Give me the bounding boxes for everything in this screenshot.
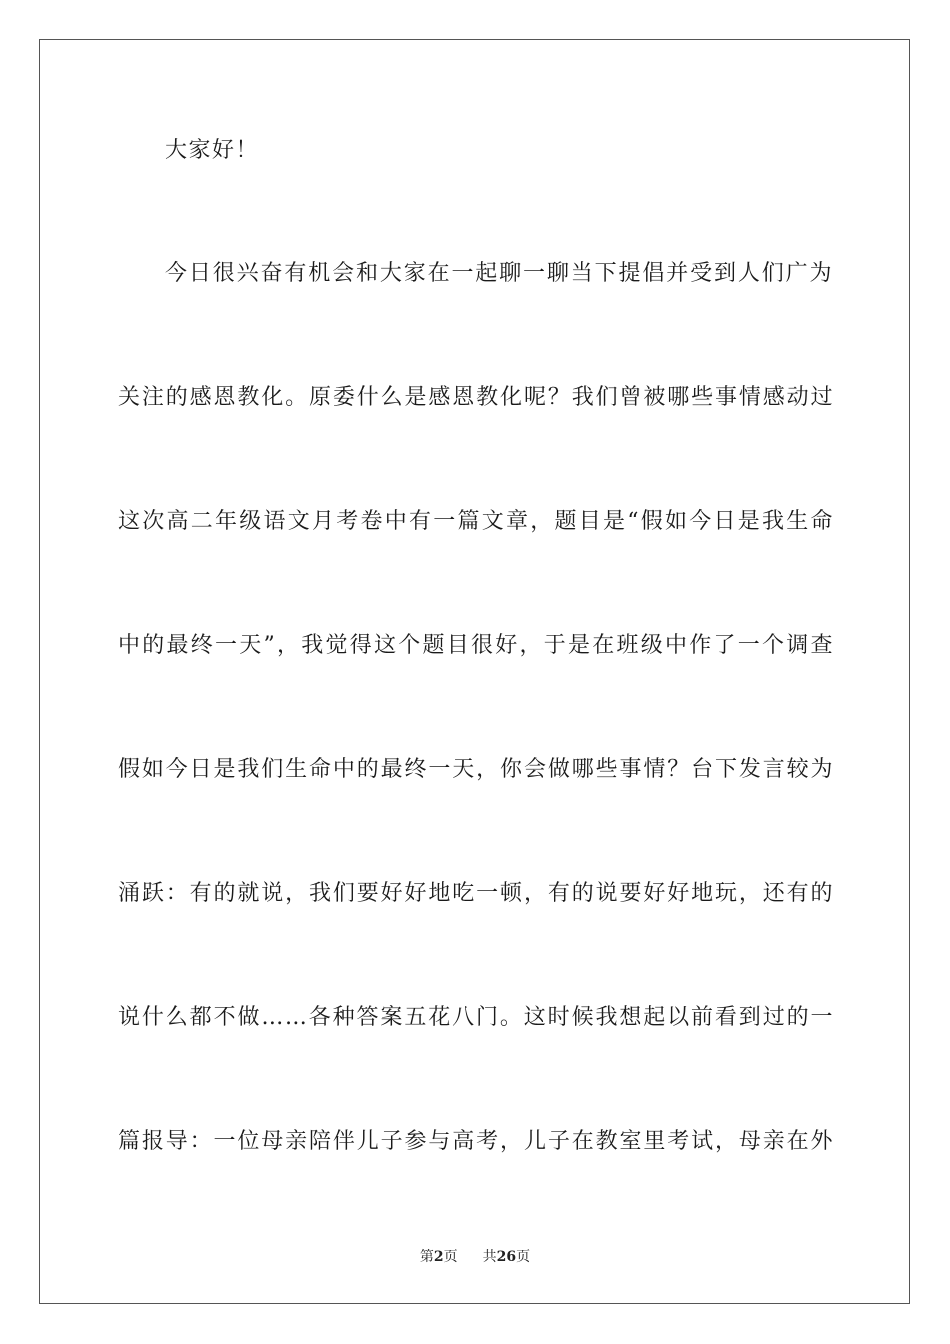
page-unit: 页: [443, 1249, 458, 1265]
page-total: 26: [496, 1249, 517, 1265]
page-border: [39, 39, 910, 1304]
body-line-2: 关注的感恩教化。原委什么是感恩教化呢？我们曾被哪些事情感动过: [118, 385, 834, 410]
body-line-4: 中的最终一天”，我觉得这个题目很好，于是在班级中作了一个调查: [118, 633, 834, 658]
body-line-3: 这次高二年级语文月考卷中有一篇文章，题目是“假如今日是我生命: [118, 509, 834, 534]
total-unit: 页: [516, 1249, 531, 1265]
body-line-1: 今日很兴奋有机会和大家在一起聊一聊当下提倡并受到人们广为: [165, 261, 833, 286]
total-prefix: 共: [482, 1249, 497, 1265]
page-prefix: 第: [419, 1249, 434, 1265]
body-line-7: 说什么都不做……各种答案五花八门。这时候我想起以前看到过的一: [118, 1005, 834, 1030]
page-current: 2: [433, 1249, 444, 1265]
greeting-line: 大家好！: [165, 138, 260, 163]
body-line-8: 篇报导：一位母亲陪伴儿子参与高考，儿子在教室里考试，母亲在外: [118, 1129, 834, 1154]
body-line-6: 涌跃：有的就说，我们要好好地吃一顿，有的说要好好地玩，还有的: [118, 881, 834, 906]
page-footer: [0, 1248, 950, 1266]
body-line-5: 假如今日是我们生命中的最终一天，你会做哪些事情？台下发言较为: [118, 757, 834, 782]
